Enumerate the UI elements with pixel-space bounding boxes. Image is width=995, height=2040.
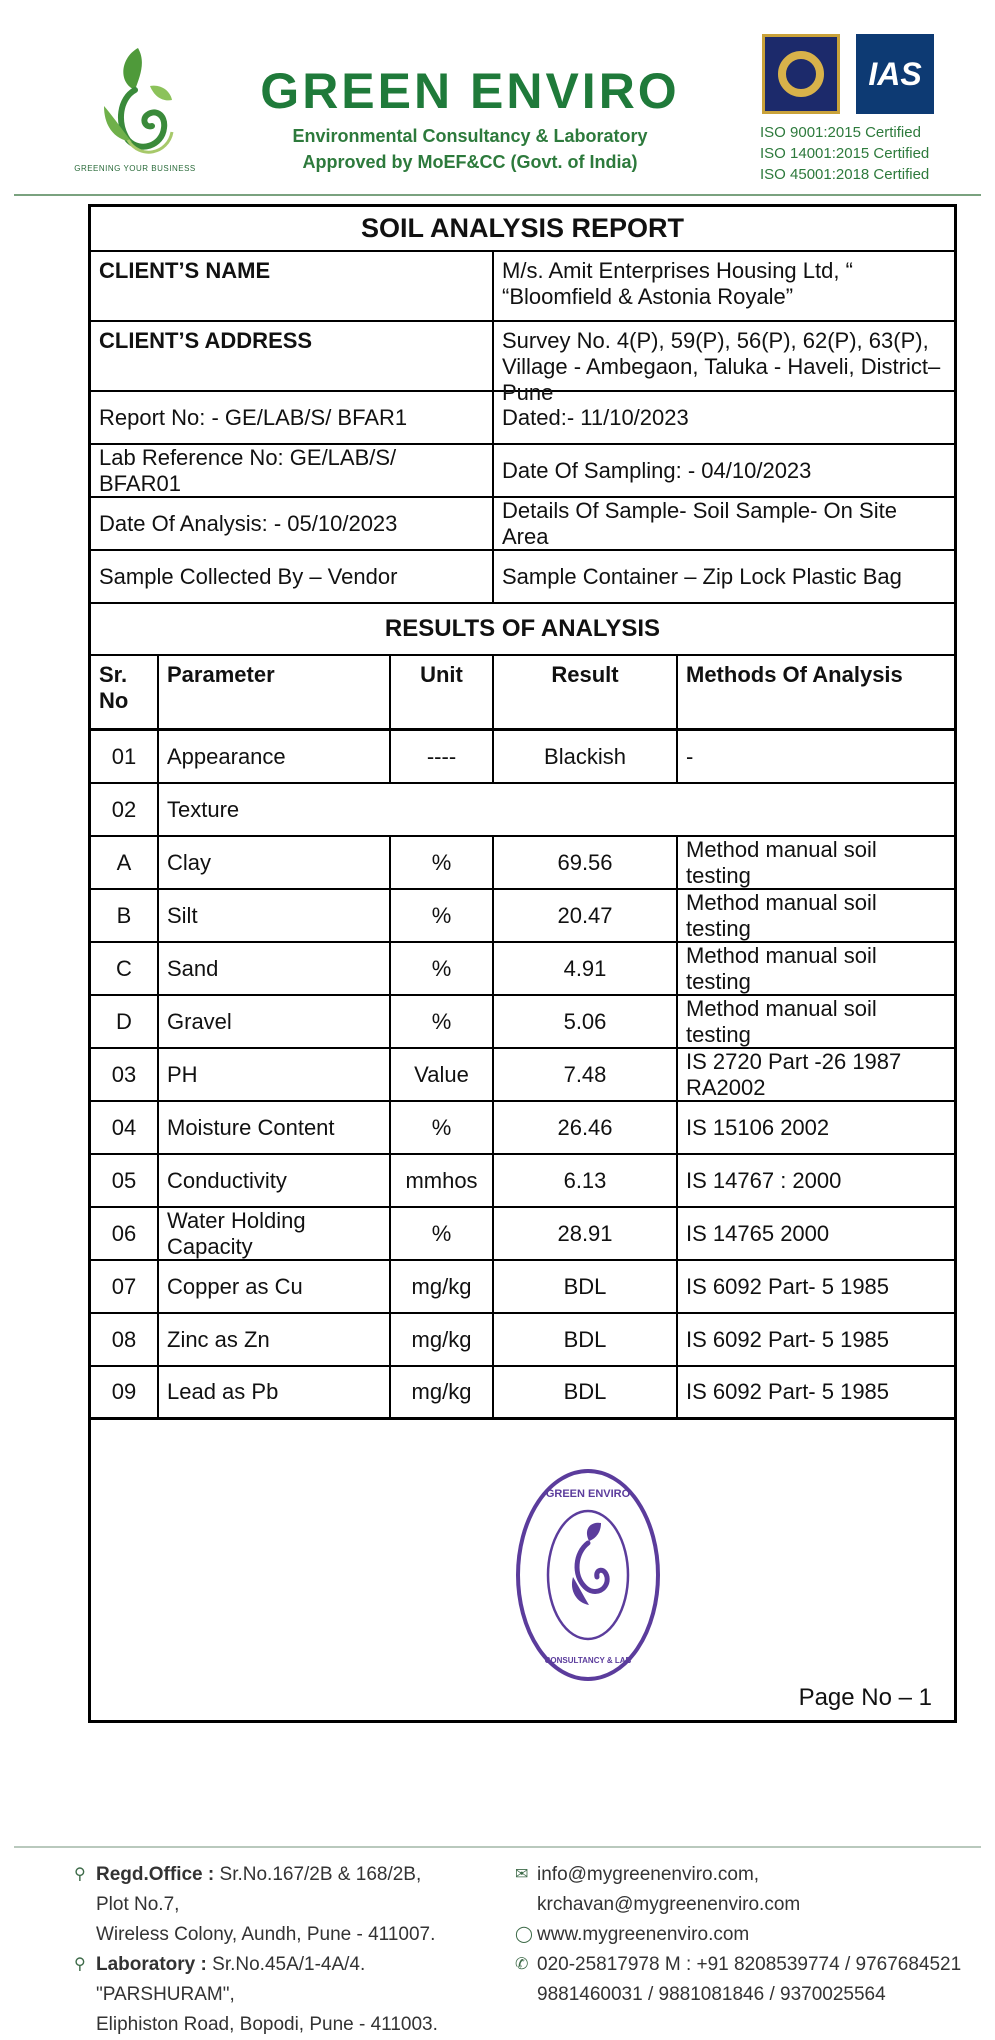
result-cell: BDL xyxy=(494,1367,678,1417)
company-logo xyxy=(70,28,200,188)
unit-cell: mg/kg xyxy=(391,1261,494,1312)
parameter-cell: Silt xyxy=(159,890,391,941)
method-cell: Method manual soil testing xyxy=(686,942,877,994)
parameter-cell: Water Holding Capacity xyxy=(159,1208,391,1259)
method-cell: IS 6092 Part- 5 1985 xyxy=(686,1273,890,1299)
unit-cell: % xyxy=(391,837,494,888)
unit-cell: ---- xyxy=(391,731,494,782)
website-link[interactable]: www.mygreenenviro.com xyxy=(537,1924,750,1945)
soil-analysis-report xyxy=(88,204,957,1723)
location-pin-icon: ⚲ xyxy=(74,1956,86,1973)
parameter-cell: Sand xyxy=(159,943,391,994)
report-no-row xyxy=(91,392,954,445)
report-date: Dated:- 11/10/2023 xyxy=(502,404,689,430)
table-row xyxy=(91,890,954,943)
phone-row xyxy=(515,1950,985,2010)
footer-contacts xyxy=(515,1860,985,2010)
cert-item: ISO 45001:2018 Certified xyxy=(760,166,930,183)
logo-tagline: GREENING YOUR BUSINESS xyxy=(74,164,196,173)
sr-cell: 05 xyxy=(91,1155,159,1206)
sample-container: Sample Container – Zip Lock Plastic Bag xyxy=(502,563,902,589)
method-cell: Method manual soil testing xyxy=(686,836,877,888)
regd-office-label: Regd.Office : xyxy=(96,1864,215,1885)
phone-line2: 9881460031 / 9881081846 / 9370025564 xyxy=(537,1984,886,2005)
parameter-cell: PH xyxy=(159,1049,391,1100)
client-name-label: CLIENT’S NAME xyxy=(91,252,494,320)
footer-addresses xyxy=(74,1860,454,2040)
parameter-cell: Conductivity xyxy=(159,1155,391,1206)
certification-badges xyxy=(762,34,934,114)
unit-cell: % xyxy=(391,1208,494,1259)
parameter-cell: Texture xyxy=(167,796,240,822)
email-text[interactable]: info@mygreenenviro.com, krchavan@mygreenenviro.com xyxy=(537,1864,801,1915)
client-address-line: Village - Ambegaon, Taluka - Haveli, District– Pune xyxy=(502,354,941,405)
report-title: SOIL ANALYSIS REPORT xyxy=(91,207,954,252)
result-cell: 69.56 xyxy=(494,837,678,888)
client-address-label: CLIENT’S ADDRESS xyxy=(91,322,494,390)
sr-cell: B xyxy=(91,890,159,941)
unit-cell: Value xyxy=(391,1049,494,1100)
sr-cell: D xyxy=(91,996,159,1047)
table-row xyxy=(91,943,954,996)
method-cell: IS 15106 2002 xyxy=(686,1114,830,1140)
sampling-date: Date Of Sampling: - 04/10/2023 xyxy=(502,457,812,483)
result-cell: 26.46 xyxy=(494,1102,678,1153)
unit-cell: % xyxy=(391,996,494,1047)
svg-text:CONSULTANCY & LAB: CONSULTANCY & LAB xyxy=(544,1656,632,1665)
analysis-date-row xyxy=(91,498,954,551)
laboratory-address xyxy=(74,1950,454,2040)
method-cell: - xyxy=(686,743,694,769)
table-row xyxy=(91,1261,954,1314)
parameter-cell: Lead as Pb xyxy=(159,1367,391,1417)
header-divider xyxy=(14,194,981,196)
unit-cell: % xyxy=(391,943,494,994)
result-cell: 20.47 xyxy=(494,890,678,941)
sample-details: Details Of Sample- Soil Sample- On Site Area xyxy=(502,497,897,549)
parameter-cell: Moisture Content xyxy=(159,1102,391,1153)
results-title: RESULTS OF ANALYSIS xyxy=(91,604,954,656)
result-cell: 7.48 xyxy=(494,1049,678,1100)
table-row xyxy=(91,837,954,890)
client-address-line: Survey No. 4(P), 59(P), 56(P), 62(P), 63(P), xyxy=(502,328,929,353)
unit-cell: % xyxy=(391,890,494,941)
ias-badge-icon: IAS xyxy=(856,34,934,114)
sr-cell: 02 xyxy=(91,784,159,835)
table-row xyxy=(91,1049,954,1102)
company-subtitle: Environmental Consultancy & Laboratory xyxy=(292,126,648,146)
method-cell: IS 6092 Part- 5 1985 xyxy=(686,1379,890,1404)
sr-cell: 03 xyxy=(91,1049,159,1100)
method-cell: Method manual soil testing xyxy=(686,995,877,1047)
result-cell: 4.91 xyxy=(494,943,678,994)
analysis-date: Date Of Analysis: - 05/10/2023 xyxy=(91,498,494,549)
sr-cell: 09 xyxy=(91,1367,159,1417)
client-name-row xyxy=(91,252,954,322)
laboratory-line2: Eliphiston Road, Bopodi, Pune - 411003. xyxy=(96,2014,438,2035)
table-row xyxy=(91,784,954,837)
result-cell: Blackish xyxy=(494,731,678,782)
result-cell: 28.91 xyxy=(494,1208,678,1259)
unit-cell: mg/kg xyxy=(391,1314,494,1365)
client-name-line: M/s. Amit Enterprises Housing Ltd, “ xyxy=(502,258,853,283)
certification-list xyxy=(760,122,929,185)
cert-item: ISO 14001:2015 Certified xyxy=(760,145,930,162)
col-parameter: Parameter xyxy=(159,656,391,728)
unit-cell: mmhos xyxy=(391,1155,494,1206)
collection-row xyxy=(91,551,954,604)
envelope-icon: ✉ xyxy=(515,1866,529,1883)
lab-seal-stamp-icon xyxy=(513,1465,663,1685)
email-row xyxy=(515,1860,985,1920)
website-row xyxy=(515,1920,985,1950)
method-cell: IS 14765 2000 xyxy=(686,1220,830,1246)
table-row xyxy=(91,1367,954,1420)
col-sr-no: Sr. No xyxy=(91,656,159,728)
col-method: Methods Of Analysis xyxy=(686,662,903,687)
company-name: GREEN ENVIRO xyxy=(260,63,680,119)
globe-icon: ◯ xyxy=(515,1926,533,1943)
regd-office-line2: Wireless Colony, Aundh, Pune - 411007. xyxy=(96,1924,436,1945)
table-row xyxy=(91,1314,954,1367)
parameter-cell: Zinc as Zn xyxy=(159,1314,391,1365)
quality-badge-icon xyxy=(762,34,840,114)
sr-cell: 07 xyxy=(91,1261,159,1312)
results-table-header xyxy=(91,656,954,731)
regd-office-line1: Sr.No.167/2B & 168/2B, Plot No.7, xyxy=(96,1864,422,1915)
parameter-cell: Copper as Cu xyxy=(159,1261,391,1312)
laboratory-label: Laboratory : xyxy=(96,1954,207,1975)
phone-icon: ✆ xyxy=(515,1956,529,1973)
company-header xyxy=(240,63,700,173)
client-name-line: “Bloomfield & Astonia Royale” xyxy=(502,284,794,309)
method-cell: IS 2720 Part -26 1987 RA2002 xyxy=(686,1048,902,1100)
sr-cell: A xyxy=(91,837,159,888)
parameter-cell: Clay xyxy=(159,837,391,888)
sr-cell: C xyxy=(91,943,159,994)
result-cell: BDL xyxy=(494,1261,678,1312)
lab-reference: Lab Reference No: GE/LAB/S/ BFAR01 xyxy=(91,445,494,496)
table-row xyxy=(91,731,954,784)
client-address-row xyxy=(91,322,954,405)
unit-cell: % xyxy=(391,1102,494,1153)
method-cell: IS 6092 Part- 5 1985 xyxy=(686,1326,890,1352)
company-approval: Approved by MoEF&CC (Govt. of India) xyxy=(302,152,638,172)
client-address-value xyxy=(494,322,954,405)
laboratory-line1: Sr.No.45A/1-4A/4. "PARSHURAM", xyxy=(96,1954,366,2005)
col-unit: Unit xyxy=(391,656,494,728)
sample-collector: Sample Collected By – Vendor xyxy=(91,551,494,602)
result-cell: 6.13 xyxy=(494,1155,678,1206)
client-name-value xyxy=(494,252,954,320)
svg-text:GREEN ENVIRO: GREEN ENVIRO xyxy=(545,1488,631,1500)
leaf-logo-icon xyxy=(80,28,190,178)
location-pin-icon: ⚲ xyxy=(74,1866,86,1883)
phone-line1: 020-25817978 M : +91 8208539774 / 9767684521 xyxy=(537,1954,962,1975)
regd-office xyxy=(74,1860,454,1950)
table-row xyxy=(91,1155,954,1208)
signature-area xyxy=(91,1420,954,1720)
cert-item: ISO 9001:2015 Certified xyxy=(760,124,921,141)
method-cell: IS 14767 : 2000 xyxy=(686,1167,842,1193)
footer-divider xyxy=(14,1846,981,1848)
lab-ref-row xyxy=(91,445,954,498)
parameter-cell: Gravel xyxy=(159,996,391,1047)
result-cell: 5.06 xyxy=(494,996,678,1047)
sr-cell: 04 xyxy=(91,1102,159,1153)
sr-cell: 06 xyxy=(91,1208,159,1259)
table-row xyxy=(91,1208,954,1261)
unit-cell: mg/kg xyxy=(391,1367,494,1417)
col-result: Result xyxy=(494,656,678,728)
sr-cell: 08 xyxy=(91,1314,159,1365)
result-cell: BDL xyxy=(494,1314,678,1365)
table-row xyxy=(91,1102,954,1155)
method-cell: Method manual soil testing xyxy=(686,889,877,941)
sr-cell: 01 xyxy=(91,731,159,782)
page-number: Page No – 1 xyxy=(798,1684,932,1711)
table-row xyxy=(91,996,954,1049)
report-number: Report No: - GE/LAB/S/ BFAR1 xyxy=(91,392,494,443)
parameter-cell: Appearance xyxy=(159,731,391,782)
